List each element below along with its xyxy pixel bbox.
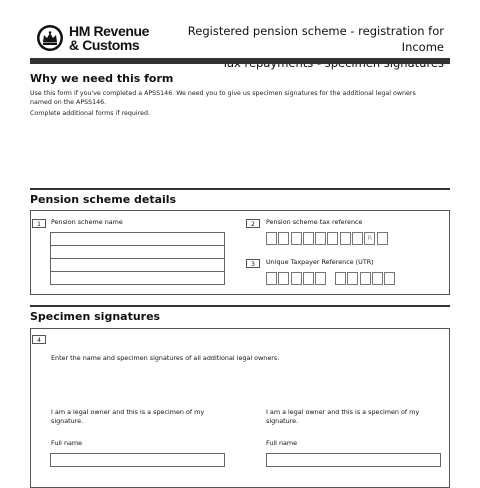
pension-scheme-name-input-3[interactable] (50, 258, 225, 272)
why-line-2: named on the APSS146. (30, 99, 107, 106)
left-full-name-input[interactable] (50, 453, 225, 467)
right-full-name-label: Full name (266, 439, 298, 447)
right-declaration-line-1: I am a legal owner and this is a specimen of my (266, 408, 420, 416)
tax-ref-char-cell[interactable] (291, 232, 302, 245)
why-text (30, 89, 450, 118)
utr-char-cell[interactable] (291, 272, 302, 285)
left-declaration-line-1: I am a legal owner and this is a specimen of my (51, 408, 205, 416)
pension-scheme-tax-reference-label: Pension scheme tax reference (266, 218, 363, 226)
question-number-3: 3 (246, 259, 260, 268)
pension-scheme-name-label: Pension scheme name (51, 218, 123, 226)
specimen-instruction: Enter the name and specimen signatures of all additional legal owners. (51, 354, 280, 362)
why-line-3: Complete additional forms if required. (30, 110, 150, 117)
logo-text (69, 24, 149, 52)
right-owner-declaration (266, 408, 446, 426)
utr-char-cell[interactable] (372, 272, 383, 285)
tax-ref-char-cell[interactable] (278, 232, 289, 245)
tax-ref-char-cell[interactable] (352, 232, 363, 245)
tax-ref-char-cell[interactable] (377, 232, 388, 245)
tax-ref-char-cell[interactable] (315, 232, 326, 245)
pension-scheme-name-input-2[interactable] (50, 245, 225, 259)
question-number-1: 1 (32, 219, 46, 228)
right-declaration-line-2: signature. (266, 417, 299, 425)
tax-ref-char-cell[interactable] (327, 232, 338, 245)
right-full-name-input[interactable] (266, 453, 441, 467)
question-number-2: 2 (246, 219, 260, 228)
why-heading: Why we need this form (30, 72, 174, 85)
specimen-heading: Specimen signatures (30, 310, 161, 323)
tax-ref-char-cell[interactable] (266, 232, 277, 245)
tax-ref-char-cell[interactable] (340, 232, 351, 245)
utr-char-cell[interactable] (315, 272, 326, 285)
header-bar (30, 58, 450, 64)
left-declaration-line-2: signature. (51, 417, 84, 425)
crown-crest-icon (36, 24, 64, 52)
question-number-4: 4 (32, 335, 46, 344)
utr-char-cell[interactable] (347, 272, 358, 285)
utr-char-cell[interactable] (360, 272, 371, 285)
left-full-name-label: Full name (51, 439, 83, 447)
tax-ref-suffix-cell: R (364, 232, 375, 245)
tax-ref-char-cell[interactable] (303, 232, 314, 245)
form-title-line-1: Registered pension scheme - registration for Income (187, 24, 444, 54)
pension-scheme-tax-reference-input[interactable] (266, 232, 389, 245)
utr-input-group-1[interactable] (266, 272, 327, 285)
hmrc-logo (36, 22, 156, 54)
utr-label: Unique Taxpayer Reference (UTR) (266, 258, 374, 266)
utr-char-cell[interactable] (335, 272, 346, 285)
utr-char-cell[interactable] (303, 272, 314, 285)
pension-scheme-name-input-4[interactable] (50, 271, 225, 285)
logo-line-2: & Customs (69, 37, 140, 53)
utr-input-group-2[interactable] (335, 272, 396, 285)
pension-heading: Pension scheme details (30, 193, 177, 206)
pension-section-rule (30, 188, 450, 190)
logo-line-1: HM Revenue (69, 23, 150, 39)
utr-char-cell[interactable] (266, 272, 277, 285)
utr-char-cell[interactable] (278, 272, 289, 285)
utr-char-cell[interactable] (384, 272, 395, 285)
specimen-section-rule (30, 305, 450, 307)
pension-scheme-name-input-1[interactable] (50, 232, 225, 246)
why-line-1: Use this form if you've completed a APSS146. We need you to give us specimen signatures for the additional legal owners (30, 90, 416, 97)
left-owner-declaration (51, 408, 231, 426)
